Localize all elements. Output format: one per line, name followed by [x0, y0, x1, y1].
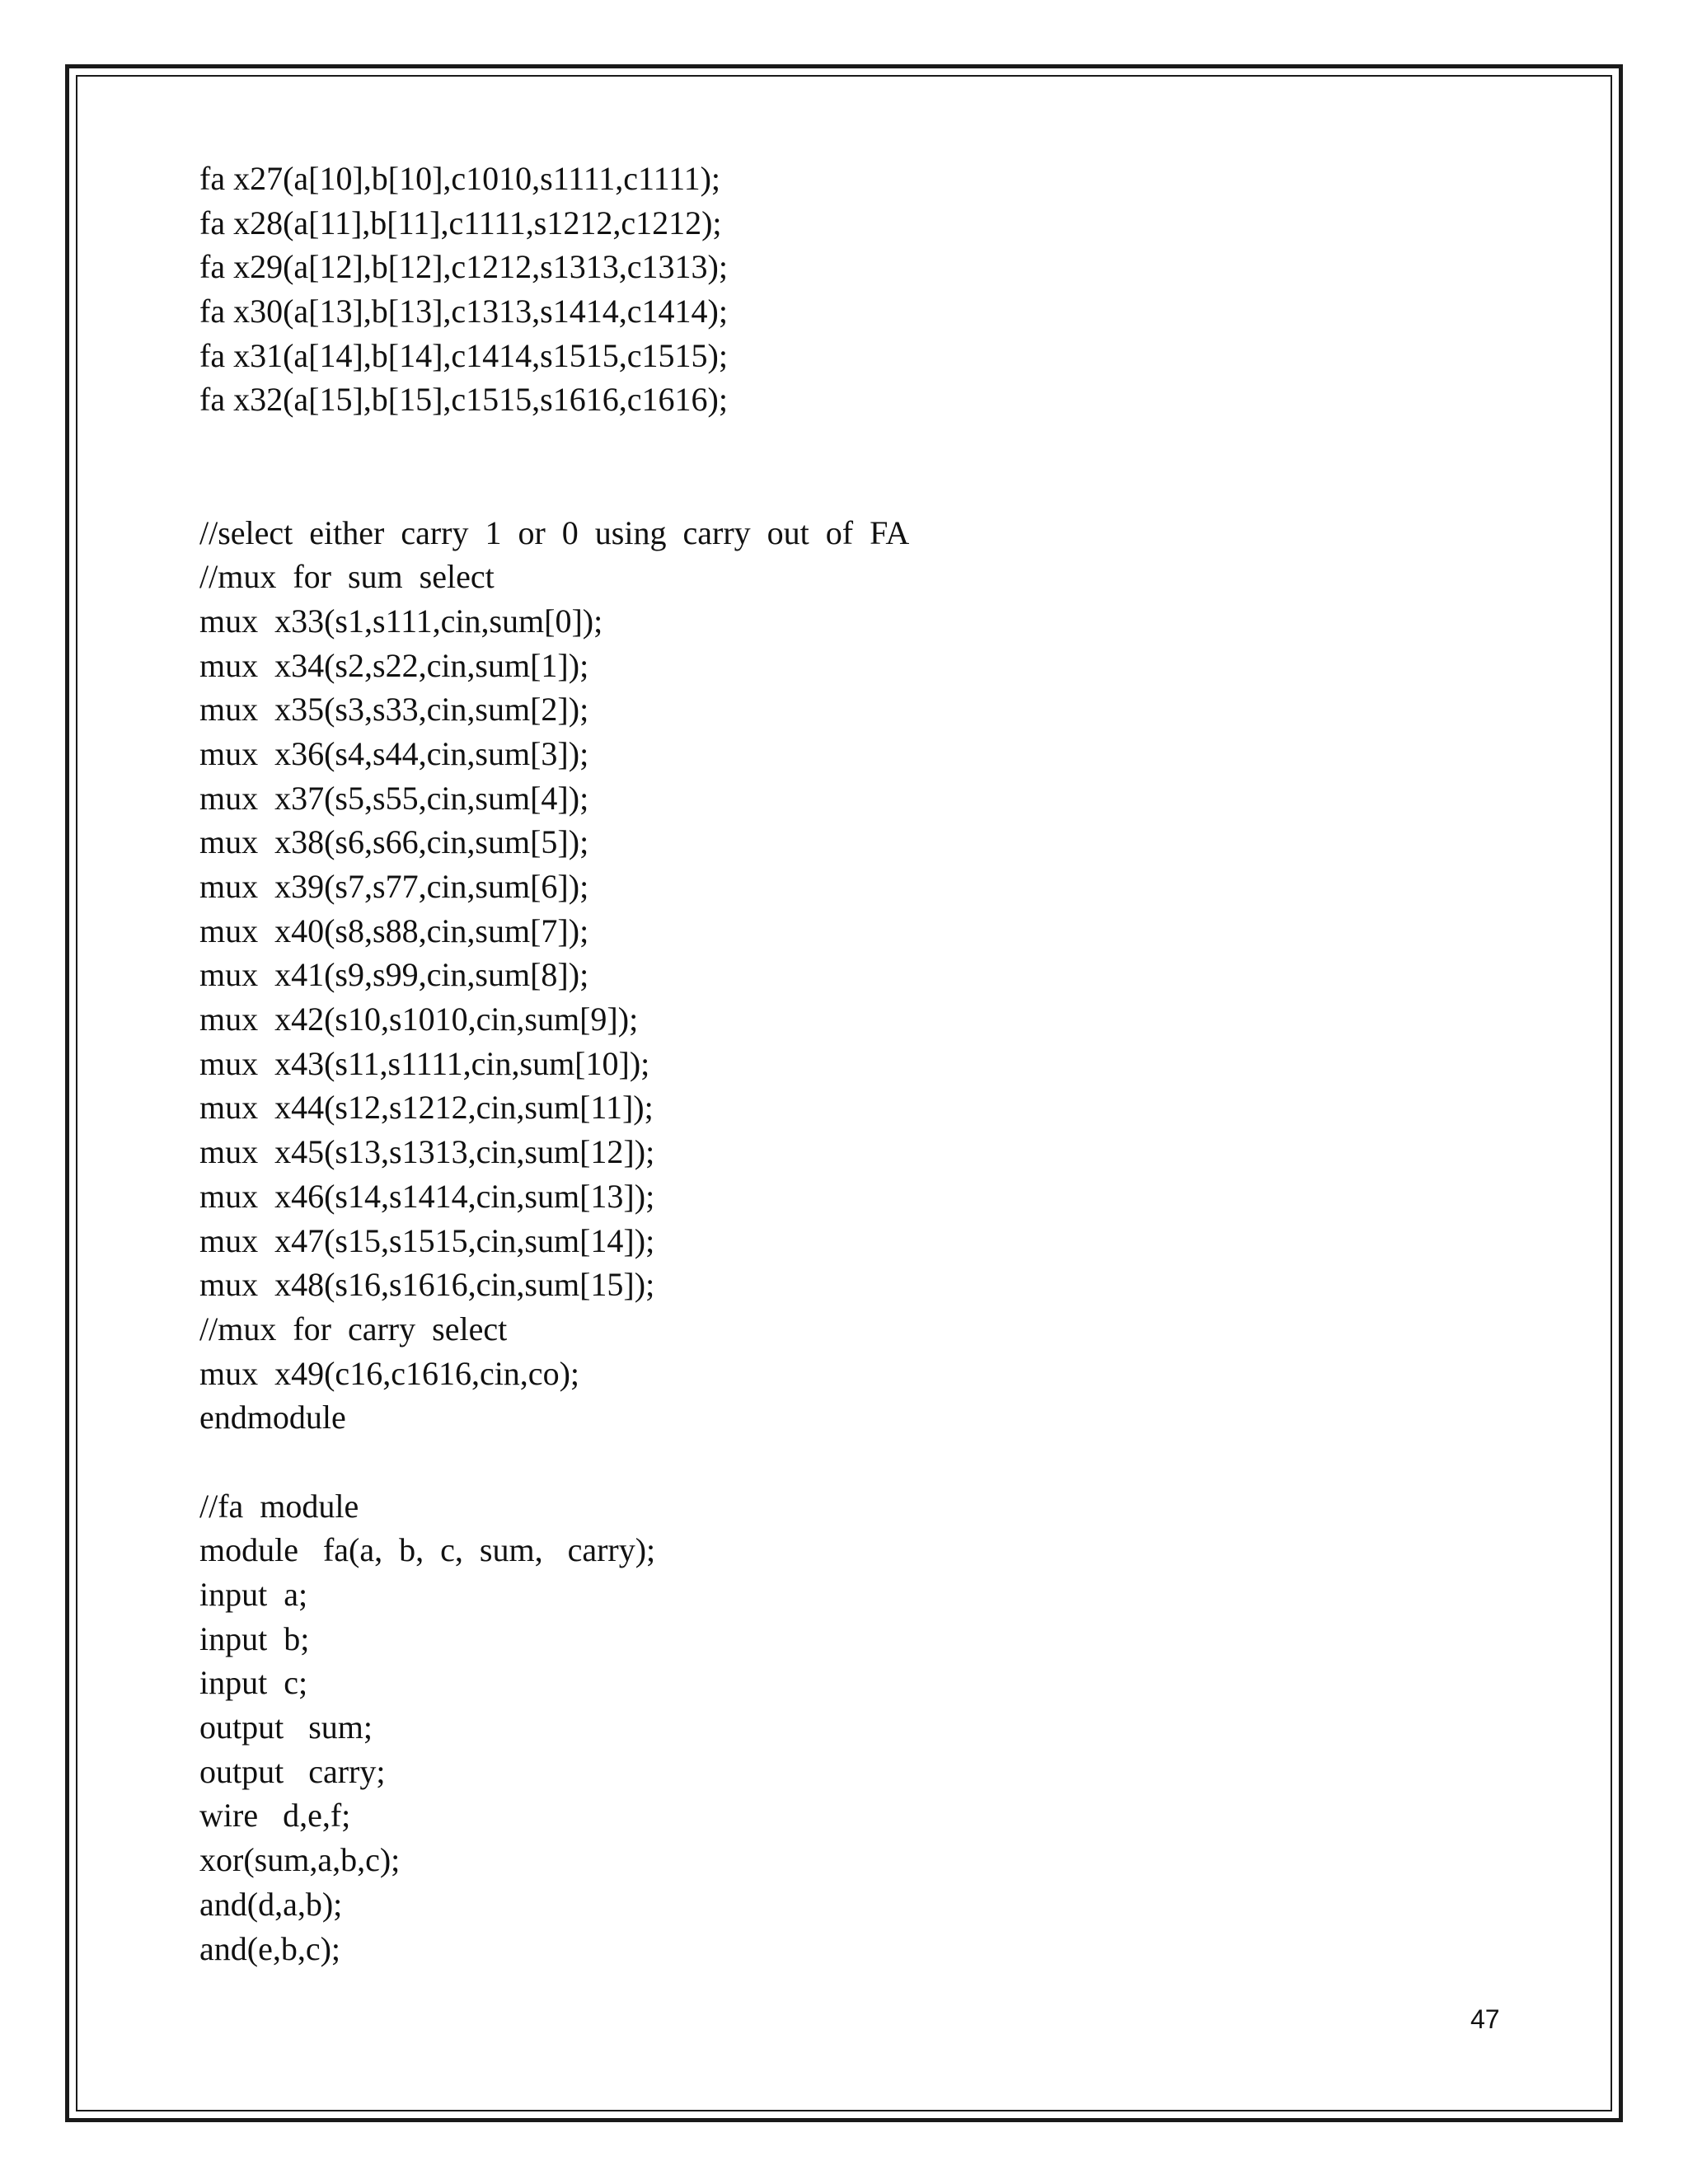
code-line: fa x28(a[11],b[11],c1111,s1212,c1212); [199, 204, 722, 241]
code-comment: //mux for sum select [199, 558, 495, 596]
code-line: fa x27(a[10],b[10],c1010,s1111,c1111); [199, 160, 721, 197]
code-line: mux x34(s2,s22,cin,sum[1]); [199, 646, 589, 684]
code-line: mux x33(s1,s111,cin,sum[0]); [199, 602, 603, 640]
code-line: fa x29(a[12],b[12],c1212,s1313,c1313); [199, 248, 728, 286]
code-line: mux x35(s3,s33,cin,sum[2]); [199, 691, 589, 729]
code-line: mux x40(s8,s88,cin,sum[7]); [199, 912, 589, 949]
code-line: mux x41(s9,s99,cin,sum[8]); [199, 956, 589, 994]
code-line: input c; [199, 1664, 308, 1702]
code-line: output sum; [199, 1708, 373, 1746]
code-line: output carry; [199, 1752, 386, 1790]
code-line: mux x46(s14,s1414,cin,sum[13]); [199, 1177, 655, 1215]
code-line: fa x32(a[15],b[15],c1515,s1616,c1616); [199, 381, 728, 419]
code-line: mux x39(s7,s77,cin,sum[6]); [199, 868, 589, 905]
code-comment: //fa module [199, 1487, 359, 1525]
code-line: mux x38(s6,s66,cin,sum[5]); [199, 823, 589, 861]
code-line: mux x43(s11,s1111,cin,sum[10]); [199, 1044, 650, 1082]
code-line: fa x31(a[14],b[14],c1414,s1515,c1515); [199, 336, 728, 374]
code-line: mux x37(s5,s55,cin,sum[4]); [199, 779, 589, 817]
code-listing [199, 157, 1518, 1971]
code-comment: //select either carry 1 or 0 using carry out of FA [199, 513, 910, 551]
code-line: and(d,a,b); [199, 1885, 343, 1923]
code-line: and(e,b,c); [199, 1929, 341, 1967]
code-line: mux x44(s12,s1212,cin,sum[11]); [199, 1089, 654, 1127]
code-line: input b; [199, 1619, 310, 1657]
code-line: mux x45(s13,s1313,cin,sum[12]); [199, 1133, 655, 1171]
code-line: input a; [199, 1576, 308, 1613]
code-line: mux x48(s16,s1616,cin,sum[15]); [199, 1266, 655, 1304]
code-comment: //mux for carry select [199, 1310, 508, 1347]
code-line: endmodule [199, 1399, 346, 1436]
code-line: mux x47(s15,s1515,cin,sum[14]); [199, 1221, 655, 1259]
code-line: mux x49(c16,c1616,cin,co); [199, 1354, 579, 1392]
code-line: module fa(a, b, c, sum, carry); [199, 1531, 656, 1569]
blank-line [199, 422, 1518, 466]
blank-line [199, 466, 1518, 511]
blank-line [199, 1440, 1518, 1484]
code-line: mux x36(s4,s44,cin,sum[3]); [199, 734, 589, 772]
code-line: xor(sum,a,b,c); [199, 1841, 401, 1879]
code-line: mux x42(s10,s1010,cin,sum[9]); [199, 1001, 639, 1038]
code-line: wire d,e,f; [199, 1797, 351, 1835]
code-line: fa x30(a[13],b[13],c1313,s1414,c1414); [199, 293, 728, 330]
page-number: 47 [1470, 2004, 1500, 2034]
